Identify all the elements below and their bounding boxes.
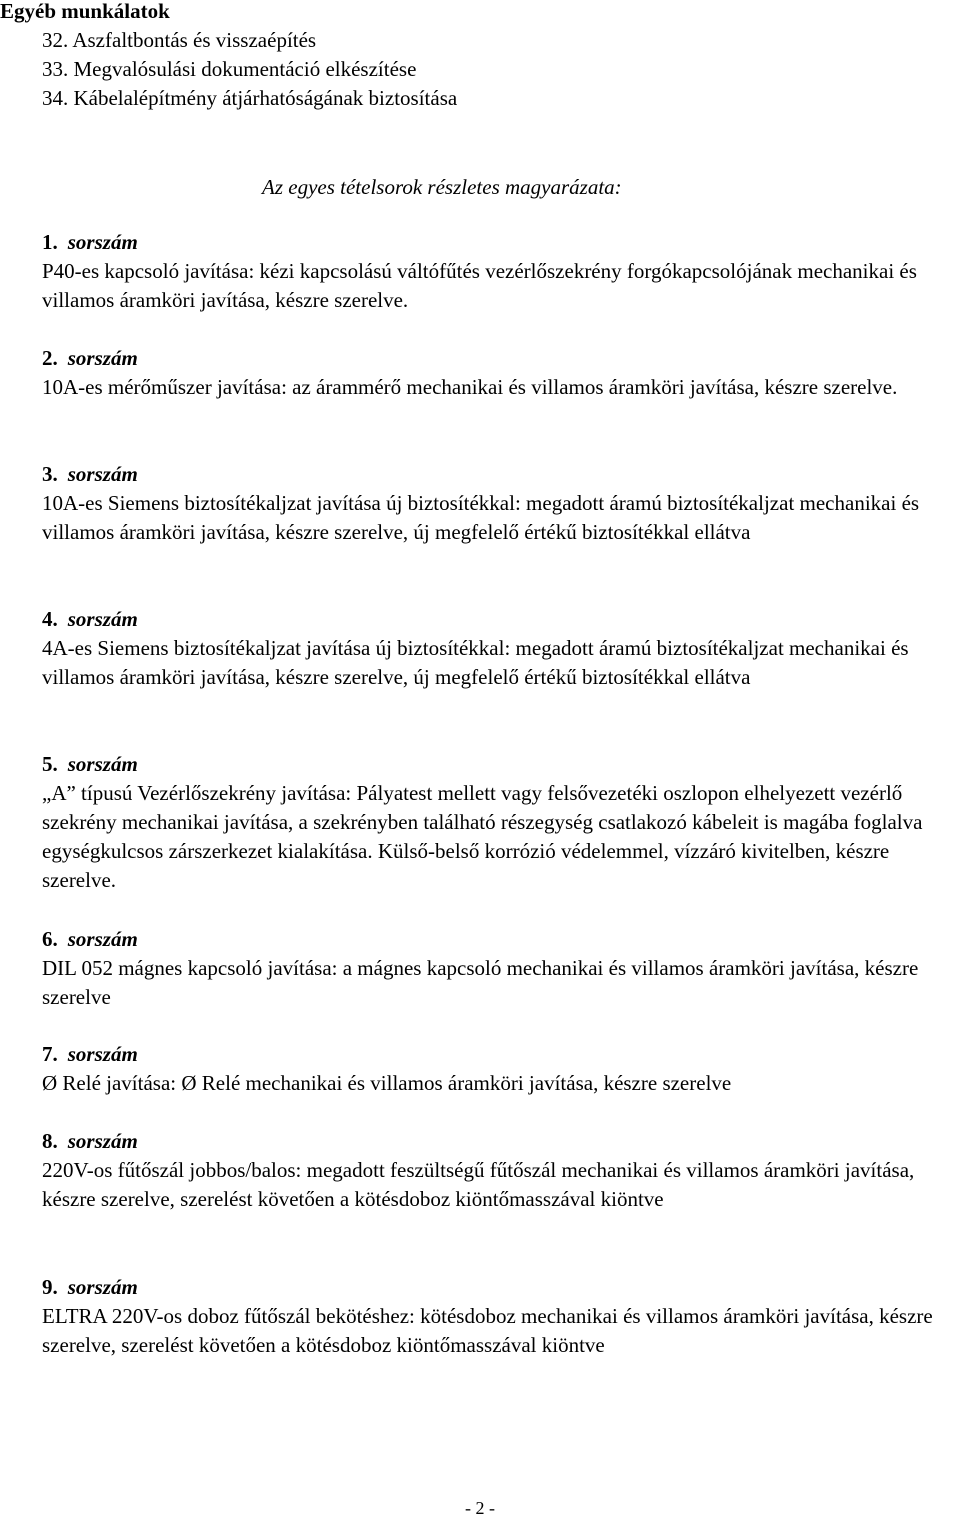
item-title [42, 605, 960, 634]
section-heading: Egyéb munkálatok [0, 0, 170, 23]
item-label: sorszám [67, 1042, 138, 1066]
item-number: 8. [42, 1129, 58, 1153]
item-number: 9. [42, 1275, 58, 1299]
item-title [42, 460, 960, 489]
work-list-item: 32. Aszfaltbontás és visszaépítés [42, 28, 317, 52]
work-list-item: 33. Megvalósulási dokumentáció elkészítése [42, 57, 417, 81]
intro-title: Az egyes tételsorok részletes magyarázata: [262, 175, 622, 199]
item-6 [42, 925, 960, 1012]
item-label: sorszám [67, 607, 138, 631]
item-9 [42, 1273, 960, 1360]
item-label: sorszám [67, 927, 138, 951]
item-number: 3. [42, 462, 58, 486]
work-list-item: 34. Kábelalépítmény átjárhatóságának biztosítása [42, 86, 458, 110]
item-5 [42, 750, 960, 895]
item-description: 220V-os fűtőszál jobbos/balos: megadott feszültségű fűtőszál mechanikai és villamos áramköri javítása, készre szerelve, szerelést követően a kötésdoboz kiöntőmasszával kiöntve [42, 1158, 915, 1211]
item-title [42, 750, 960, 779]
item-label: sorszám [67, 1275, 138, 1299]
item-3 [42, 460, 960, 547]
item-number: 1. [42, 230, 58, 254]
item-description: 10A-es Siemens biztosítékaljzat javítása új biztosítékkal: megadott áramú biztosítékaljzat mechanikai és villamos áramköri javítása, készre szerelve, új megfelelő értékű biztosítékkal ellátva [42, 491, 920, 544]
item-description: Ø Relé javítása: Ø Relé mechanikai és villamos áramköri javítása, készre szerelve [42, 1071, 732, 1095]
item-description: ELTRA 220V-os doboz fűtőszál bekötéshez: kötésdoboz mechanikai és villamos áramköri javítása, készre szerelve, szerelést követően a kötésdoboz kiöntőmasszával kiöntve [42, 1304, 933, 1357]
page-number: - 2 - [465, 1498, 495, 1518]
item-4 [42, 605, 960, 692]
item-title [42, 1127, 960, 1156]
item-description: 10A-es mérőműszer javítása: az árammérő mechanikai és villamos áramköri javítása, készre szerelve. [42, 375, 898, 399]
item-label: sorszám [67, 346, 138, 370]
item-number: 2. [42, 346, 58, 370]
item-description: DIL 052 mágnes kapcsoló javítása: a mágnes kapcsoló mechanikai és villamos áramköri javítása, készre szerelve [42, 956, 919, 1009]
item-title [42, 1273, 960, 1302]
item-7 [42, 1040, 960, 1098]
item-label: sorszám [67, 1129, 138, 1153]
item-1 [42, 228, 960, 315]
item-number: 5. [42, 752, 58, 776]
item-number: 6. [42, 927, 58, 951]
item-number: 4. [42, 607, 58, 631]
item-label: sorszám [67, 752, 138, 776]
item-title [42, 228, 960, 257]
item-2 [42, 344, 960, 402]
item-label: sorszám [67, 230, 138, 254]
item-description: P40-es kapcsoló javítása: kézi kapcsolású váltófűtés vezérlőszekrény forgókapcsolójának mechanikai és villamos áramköri javítása, készre szerelve. [42, 259, 917, 312]
work-list [42, 26, 457, 113]
item-label: sorszám [67, 462, 138, 486]
item-8 [42, 1127, 960, 1214]
item-title [42, 925, 960, 954]
item-title [42, 1040, 960, 1069]
item-description: 4A-es Siemens biztosítékaljzat javítása új biztosítékkal: megadott áramú biztosítékaljzat mechanikai és villamos áramköri javítása, készre szerelve, új megfelelő értékű biztosítékkal ellátva [42, 636, 909, 689]
item-number: 7. [42, 1042, 58, 1066]
item-title [42, 344, 960, 373]
item-description: „A” típusú Vezérlőszekrény javítása: Pályatest mellett vagy felsővezetéki oszlopon elhelyezett vezérlő szekrény mechanikai javítása, a szekrényben található részegység csatlakozó kábeleit is magába foglalva egységkulcsos zárszerkezet kialakítása. Külső-belső korrózió védelemmel, vízzáró kivitelben, készre szerelve. [42, 781, 923, 892]
